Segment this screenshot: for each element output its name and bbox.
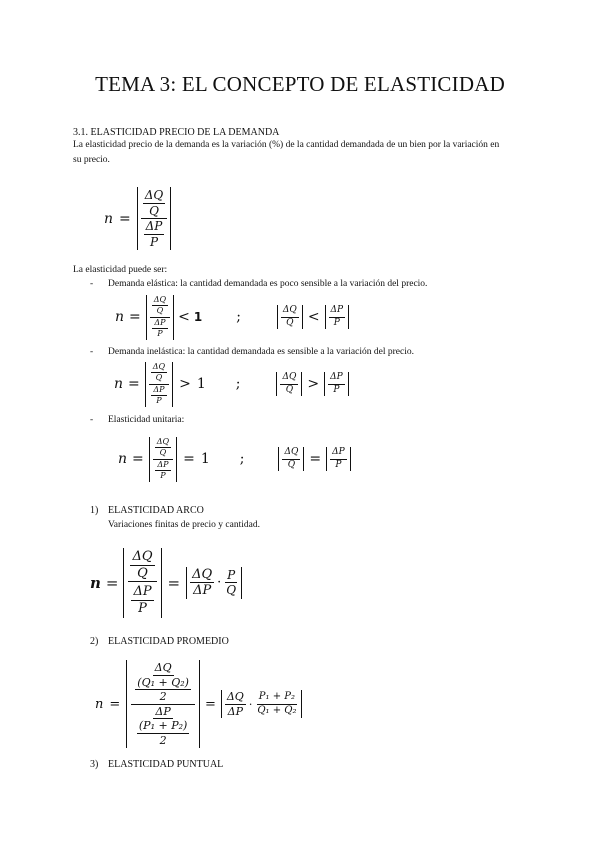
abs-value-dp (324, 372, 349, 396)
semicolon: ; (236, 309, 241, 326)
delta-q: ΔQ (282, 448, 300, 459)
n-symbol: n (115, 309, 125, 326)
semicolon: ; (239, 451, 245, 468)
delta-q: ΔQ (152, 296, 168, 306)
delta-q: ΔQ (144, 188, 164, 202)
abs-value (145, 362, 173, 407)
subsection-3-number: 3) (90, 759, 99, 770)
delta-q: ΔQ (280, 373, 298, 384)
p: P (335, 459, 342, 470)
q1-plus-q2: (Q₁ + Q₂) (137, 675, 189, 689)
equals-sign: = (109, 696, 121, 712)
type-elastic-text: Demanda elástica: la cantidad demandada es poco sensible a la variación del precio. (108, 279, 428, 289)
greater-than: > (307, 376, 320, 393)
delta-p: ΔP (133, 584, 152, 600)
subsection-2-heading: ELASTICIDAD PROMEDIO (108, 636, 229, 647)
one: 1 (193, 310, 203, 325)
two: 2 (159, 690, 167, 704)
two: 2 (159, 733, 167, 747)
p: P (160, 471, 166, 481)
delta-q: ΔQ (155, 438, 171, 448)
arc-elasticity-formula (90, 548, 242, 618)
q1-plus-q2: Q₁ + Q₂ (257, 704, 297, 716)
delta-p: ΔP (330, 448, 347, 459)
p: P (138, 600, 147, 616)
subsection-2-number: 2) (90, 636, 99, 647)
bullet-3: - (90, 415, 94, 425)
greater-than: > (179, 376, 191, 393)
p: P (149, 234, 159, 249)
dot-operator: · (248, 697, 253, 711)
inelastic-formula (114, 362, 349, 407)
p: P (227, 567, 236, 582)
abs-value (123, 548, 161, 618)
abs-value (126, 660, 200, 748)
equals-sign: = (132, 451, 144, 468)
n-symbol: n (95, 696, 104, 712)
delta-p: ΔP (328, 373, 345, 384)
q: Q (159, 448, 167, 458)
p1-plus-p2: P₁ + P₂ (257, 692, 297, 705)
dot-operator: · (217, 575, 222, 591)
q: Q (226, 583, 237, 598)
equals-sign: = (183, 451, 195, 468)
p: P (333, 384, 340, 395)
q: Q (155, 373, 163, 383)
type-unitary-text: Elasticidad unitaria: (108, 415, 185, 425)
q: Q (149, 203, 159, 218)
abs-value (146, 295, 174, 340)
abs-value-right (186, 567, 242, 599)
one: 1 (196, 376, 206, 393)
equals-sign: = (119, 210, 131, 227)
elastic-formula (115, 295, 349, 340)
less-than: < (307, 309, 320, 326)
delta-q: ΔQ (192, 566, 213, 582)
abs-value-dp (325, 305, 350, 329)
q: Q (285, 384, 294, 395)
equals-sign: = (167, 573, 181, 592)
q: Q (137, 565, 148, 581)
unitary-formula (118, 437, 351, 482)
abs-value-dq (276, 372, 302, 396)
abs-value (149, 437, 177, 482)
equals-sign: = (309, 451, 322, 468)
abs-value-dp (326, 447, 351, 471)
intro-line-1: La elasticidad precio de la demanda es la variación (%) de la cantidad demandada de un bien por la variación en (73, 140, 500, 150)
q: Q (156, 306, 164, 316)
n-symbol: n (118, 451, 128, 468)
equals-sign: = (128, 376, 140, 393)
less-than: < (178, 309, 190, 326)
abs-value-right (221, 690, 303, 718)
delta-q: ΔQ (132, 549, 153, 564)
subsection-1-text: Variaciones finitas de precio y cantidad. (108, 520, 260, 530)
page-title: TEMA 3: EL CONCEPTO DE ELASTICIDAD (95, 72, 505, 96)
q: Q (286, 317, 294, 328)
p: P (157, 329, 163, 339)
types-intro: La elasticidad puede ser: (73, 265, 168, 275)
delta-p: ΔP (152, 319, 167, 329)
equals-sign: = (105, 573, 119, 592)
delta-p: ΔP (227, 704, 243, 718)
n-symbol: n (104, 210, 114, 227)
p: P (333, 317, 340, 328)
n-symbol: n (114, 376, 124, 393)
one: 1 (200, 451, 210, 468)
delta-q: ΔQ (226, 690, 244, 704)
abs-value-dq (277, 305, 303, 329)
equals-sign: = (204, 696, 216, 712)
equals-sign: = (129, 309, 141, 326)
average-elasticity-formula (95, 660, 302, 748)
subsection-1-heading: ELASTICIDAD ARCO (108, 505, 204, 516)
bullet-2: - (90, 347, 94, 357)
p1-plus-p2: (P₁ + P₂) (138, 719, 188, 733)
intro-line-2: su precio. (73, 155, 110, 165)
p: P (156, 396, 162, 406)
delta-p: ΔP (145, 219, 163, 234)
abs-value (137, 187, 172, 250)
delta-p: ΔP (151, 386, 166, 396)
q: Q (287, 459, 296, 470)
semicolon: ; (235, 376, 241, 393)
delta-q: ΔQ (281, 306, 299, 317)
type-inelastic-text: Demanda inelástica: la cantidad demandada es sensible a la variación del precio. (108, 347, 414, 357)
bullet-1: - (90, 279, 94, 289)
subsection-1-number: 1) (90, 505, 99, 516)
delta-p: ΔP (155, 461, 170, 471)
delta-p: ΔP (155, 704, 171, 718)
delta-q: ΔQ (151, 363, 167, 373)
delta-p: ΔP (193, 583, 212, 599)
n-symbol: n (90, 573, 101, 592)
elasticity-formula-main (104, 187, 171, 250)
delta-q: ΔQ (154, 661, 172, 674)
abs-value-dq (278, 447, 304, 471)
section-heading: 3.1. ELASTICIDAD PRECIO DE LA DEMANDA (73, 127, 280, 138)
subsection-3-heading: ELASTICIDAD PUNTUAL (108, 759, 224, 770)
delta-p: ΔP (329, 306, 346, 317)
